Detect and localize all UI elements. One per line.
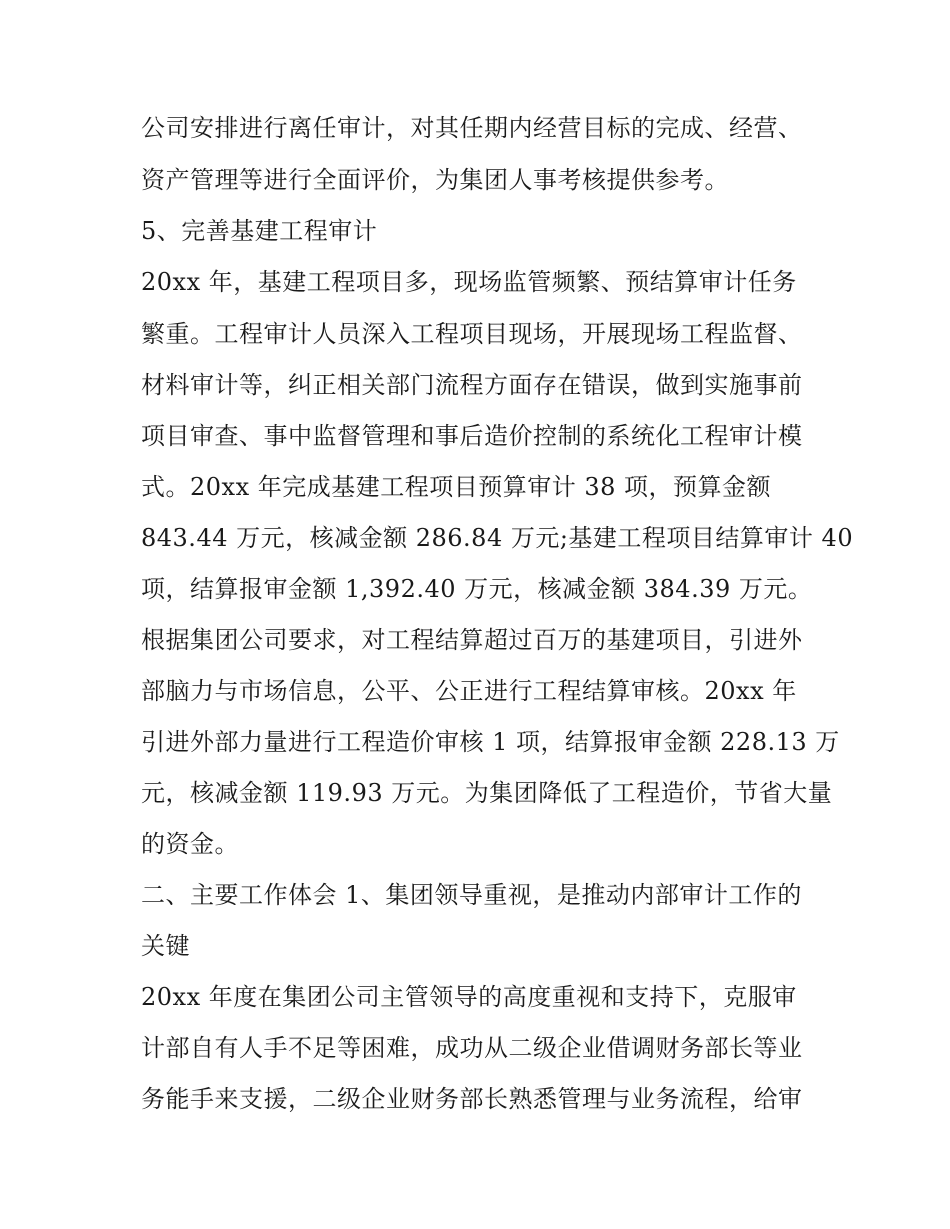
text-line: 公司安排进行离任审计，对其任期内经营目标的完成、经营、 [141,114,803,142]
text-line: 的资金。 [141,830,239,858]
text-line: 关键 [141,932,190,960]
text-line: 843.44 万元，核减金额 286.84 万元;基建工程项目结算审计 40 [141,524,854,552]
text-line: 务能手来支援，二级企业财务部长熟悉管理与业务流程，给审 [141,1085,803,1113]
text-line: 20xx 年度在集团公司主管领导的高度重视和支持下，克服审 [141,983,797,1011]
section-heading: 5、完善基建工程审计 [141,217,378,245]
text-line: 式。20xx 年完成基建工程项目预算审计 38 项，预算金额 [141,473,772,501]
text-line: 项，结算报审金额 1,392.40 万元，核减金额 384.39 万元。 [141,575,813,603]
text-line: 项目审查、事中监督管理和事后造价控制的系统化工程审计模 [141,422,803,450]
text-line: 材料审计等，纠正相关部门流程方面存在错误，做到实施事前 [141,371,803,399]
section-heading: 二、主要工作体会 1、集团领导重视，是推动内部审计工作的 [141,881,802,909]
text-line: 计部自有人手不足等困难，成功从二级企业借调财务部长等业 [141,1034,803,1062]
text-line: 20xx 年，基建工程项目多，现场监管频繁、预结算审计任务 [141,268,797,296]
text-line: 资产管理等进行全面评价，为集团人事考核提供参考。 [141,166,729,194]
text-line: 部脑力与市场信息，公平、公正进行工程结算审核。20xx 年 [141,677,797,705]
text-line: 根据集团公司要求，对工程结算超过百万的基建项目，引进外 [141,626,803,654]
text-line: 引进外部力量进行工程造价审核 1 项，结算报审金额 228.13 万 [141,728,840,756]
text-line: 繁重。工程审计人员深入工程项目现场，开展现场工程监督、 [141,320,803,348]
text-line: 元，核减金额 119.93 万元。为集团降低了工程造价，节省大量 [141,779,833,807]
